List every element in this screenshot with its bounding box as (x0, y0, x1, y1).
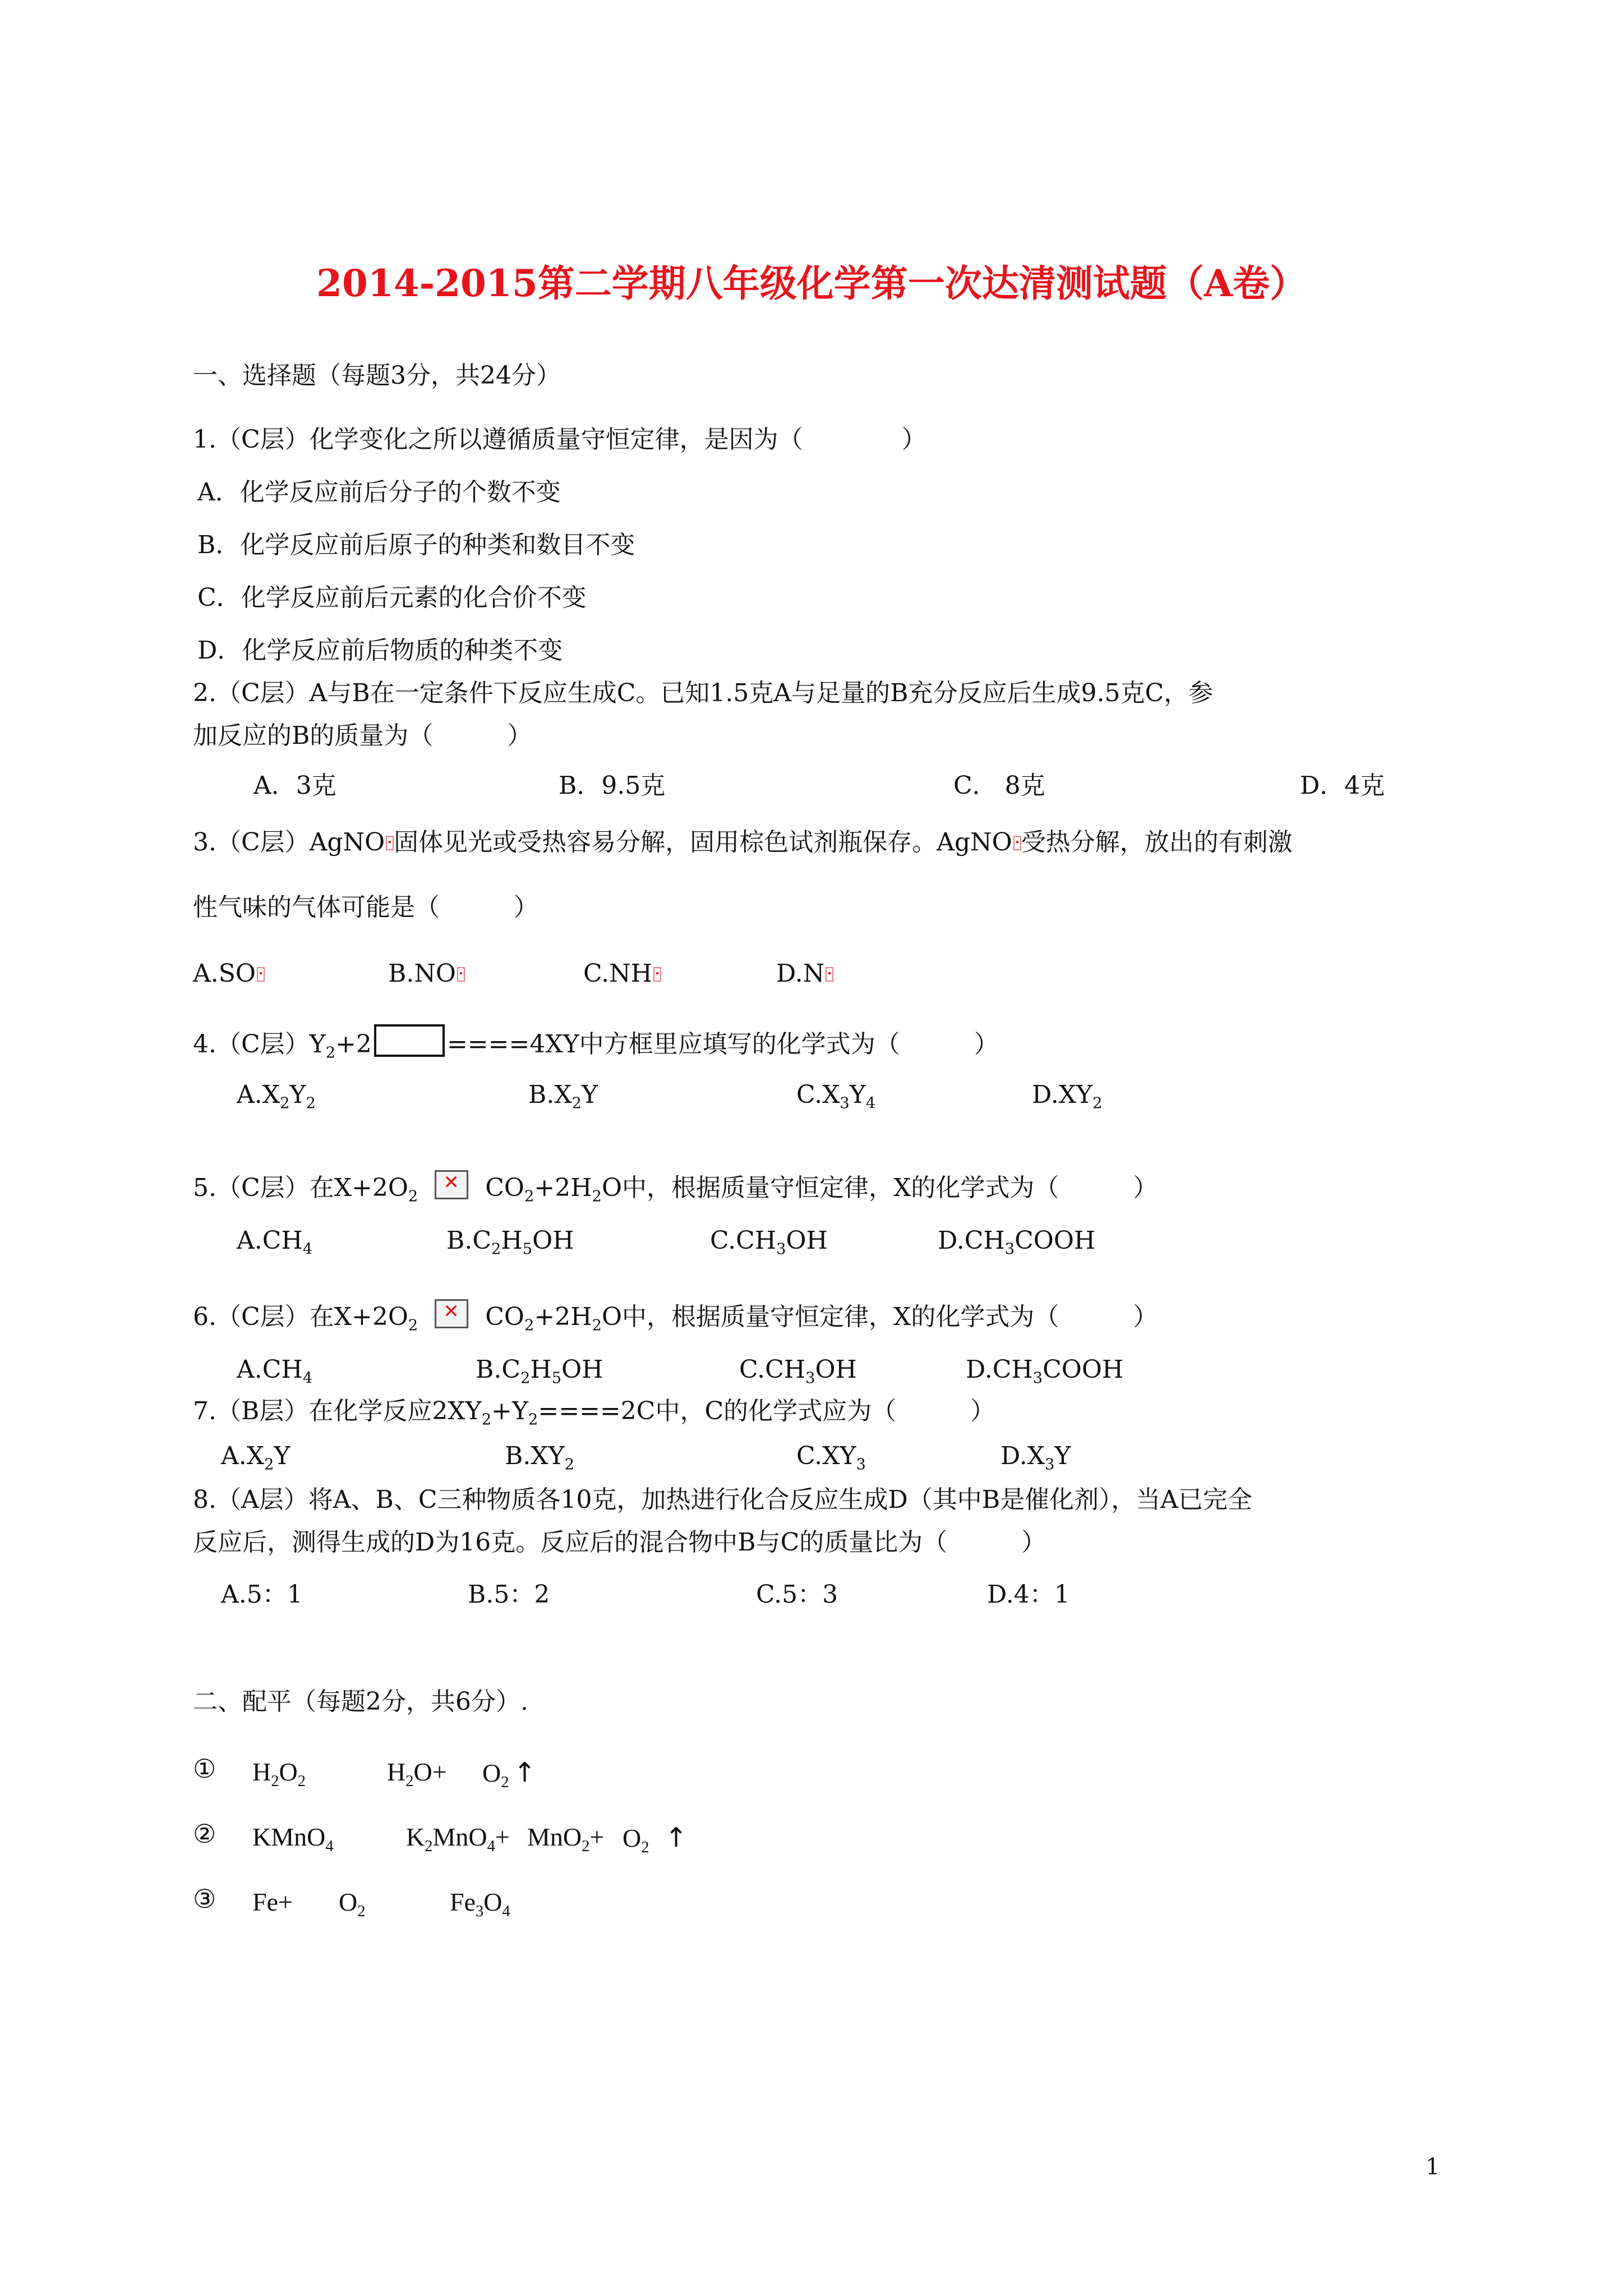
q8-option-b: B.5：2 (468, 1580, 550, 1609)
page-title: 2014-2015第二学期八年级化学第一次达清测试题（A卷） (316, 261, 1307, 305)
q3-option-a: A.SO (193, 959, 265, 988)
eq2-number: ② (193, 1820, 216, 1848)
q3-option-d: D.N (776, 959, 833, 988)
q2-option-a: A．3克 (253, 771, 336, 800)
q6-option-d: $D.CH_3COOH$ (966, 1355, 1124, 1387)
q5-option-b: $B.C_2H_5OH$ (446, 1226, 574, 1258)
q3-stem-line1: 3.（C层）AgNO 固体见光或受热容易分解，固用棕色试剂瓶保存。AgNO 受热分解，放出的有刺激 (193, 828, 1293, 857)
broken-image-icon (1013, 836, 1021, 850)
section1-heading: 一、选择题（每题3分，共24分） (193, 361, 561, 390)
q3-option-b: B.NO (388, 959, 465, 988)
q8-option-a: A.5：1 (221, 1580, 303, 1609)
q8-stem-line2: 反应后，测得生成的D为16克。反应后的混合物中B与C的质量比为（ ） (193, 1528, 1046, 1557)
eq2-product2: MnO$_2$+ (527, 1823, 605, 1855)
eq3-reactant2: $O_2$ (339, 1888, 366, 1920)
q8-option-d: D.4：1 (987, 1580, 1070, 1609)
q4-option-a: $A.X_2Y_2$ (237, 1080, 316, 1112)
q2-option-c: C． 8克 (953, 771, 1045, 800)
q2-stem-line2: 加反应的B的质量为（ ） (193, 721, 532, 750)
gas-arrow-icon: ↑ (513, 1757, 536, 1788)
q7-option-a: $A.X_2Y$ (221, 1442, 291, 1474)
page-number: 1 (1426, 2154, 1440, 2180)
q6-stem: 6.（C层）在$X+2O_2✕$ $CO_2+2H_2O$中，根据质量守恒定律，X的化学式为（ ） (193, 1299, 1158, 1329)
broken-image-icon (826, 967, 833, 982)
q5-option-d: $D.CH_3COOH$ (938, 1226, 1096, 1258)
eq2-product3: $O_2$ ↑ (623, 1822, 688, 1856)
q2-stem-line1: 2.（C层）A与B在一定条件下反应生成C。已知1.5克A与足量的B充分反应后生成9.5克C，参 (193, 679, 1214, 707)
eq1-number: ① (193, 1755, 216, 1783)
section2-heading: 二、配平（每题2分，共6分）. (193, 1687, 528, 1716)
q5-stem: 5.（C层）在$X+2O_2✕$ $CO_2+2H_2O$中，根据质量守恒定律，X的化学式为（ ） (193, 1170, 1158, 1200)
eq1-reactant: $H_2O_2$ (252, 1757, 306, 1790)
eq3-number: ③ (193, 1885, 216, 1913)
q6-option-b: $B.C_2H_5OH$ (476, 1355, 603, 1387)
q4-option-d: $D.XY_2$ (1032, 1080, 1103, 1112)
q1-stem: 1.（C层）化学变化之所以遵循质量守恒定律，是因为（ ） (193, 425, 926, 454)
blank-box (374, 1024, 445, 1057)
eq2-reactant: KMnO$_4$ (252, 1823, 334, 1855)
q4-stem: 4.（C层）$Y_2+2 ====4XY$中方框里应填写的化学式为（ ） (193, 1024, 999, 1057)
broken-image-icon (653, 967, 661, 982)
q3-stem-line2: 性气味的气体可能是（ ） (193, 893, 538, 922)
q6-option-a: $A.CH_4$ (237, 1355, 313, 1387)
eq1-product1: $H_2O+$ (387, 1757, 447, 1790)
q3-option-c: C.NH (583, 959, 661, 988)
eq1-product2: $O_2$ ↑ (482, 1757, 536, 1791)
q8-option-c: C.5：3 (756, 1580, 838, 1609)
q5-option-a: $A.CH_4$ (237, 1226, 313, 1258)
gas-arrow-icon: ↑ (665, 1822, 688, 1853)
q1-option-a: A．化学反应前后分子的个数不变 (197, 478, 561, 507)
q4-option-c: $C.X_3Y_4$ (796, 1080, 876, 1112)
broken-image-icon (386, 836, 394, 850)
broken-image-icon (257, 967, 265, 982)
broken-image-icon (435, 1170, 468, 1199)
broken-image-icon (435, 1299, 468, 1328)
broken-image-icon (457, 967, 465, 982)
eq2-product1: $K_2MnO_4+$ (406, 1823, 510, 1855)
q7-option-c: $C.XY_3$ (796, 1442, 866, 1474)
q2-option-b: B．9.5克 (559, 771, 666, 800)
q2-option-d: D．4克 (1300, 771, 1385, 800)
q7-option-d: $D.X_3Y$ (1000, 1442, 1071, 1474)
q7-option-b: $B.XY_2$ (505, 1442, 575, 1474)
q5-option-c: $C.CH_3OH$ (710, 1226, 828, 1258)
eq3-reactant1: Fe+ (252, 1888, 293, 1916)
q1-option-b: B．化学反应前后原子的种类和数目不变 (197, 531, 635, 559)
q1-option-d: D．化学反应前后物质的种类不变 (197, 636, 563, 665)
q4-option-b: $B.X_2Y$ (528, 1080, 598, 1112)
q8-stem-line1: 8.（A层）将A、B、C三种物质各10克，加热进行化合反应生成D（其中B是催化剂），当A已完全 (193, 1485, 1252, 1514)
q1-option-c: C．化学反应前后元素的化合价不变 (197, 583, 587, 612)
eq3-product: $Fe_3O_4$ (450, 1888, 510, 1920)
q7-stem: 7.（B层）在化学反应$2XY_2+Y_2====2C$中，C的化学式应为（ ） (193, 1397, 995, 1429)
q6-option-c: $C.CH_3OH$ (739, 1355, 857, 1387)
